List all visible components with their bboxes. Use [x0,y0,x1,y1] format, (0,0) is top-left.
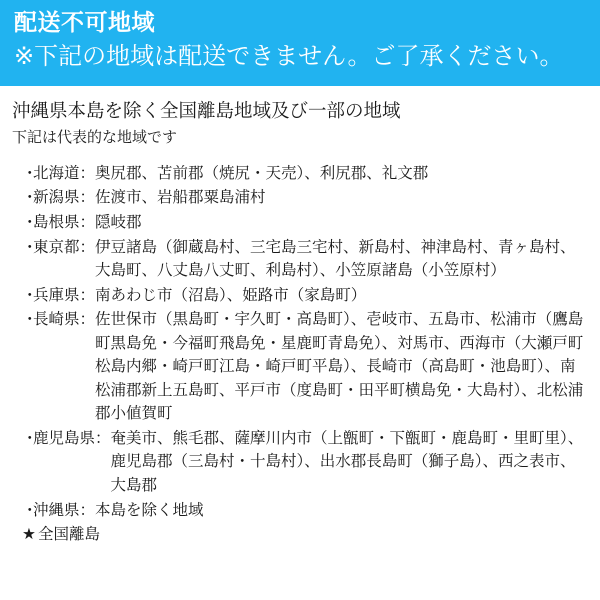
bullet-icon: ・ [22,311,38,329]
prefecture-label: 北海道： [33,164,96,182]
banner-title: 配送不可地域 [14,9,155,35]
list-item [12,308,588,426]
list-item [12,162,588,186]
prefecture-label: 沖縄県： [33,501,96,519]
bullet-icon: ・ [22,238,38,256]
area-list-text: 南あわじ市（沼島）、姫路市（家島町） [95,286,367,304]
area-list-text: 奄美市、熊毛郡、薩摩川内市（上甑町・下甑町・鹿島町・里町里）、鹿児島郡（三島村・十島村）、出水郡長島町（獅子島）、西之表市、大島郡 [110,429,584,494]
list-item [12,211,588,235]
lead-main-text: 沖縄県本島を除く全国離島地域及び一部の地域 [12,100,401,121]
bullet-icon: ・ [22,189,38,207]
area-list-text: 隠岐郡 [95,213,142,231]
prefecture-label: 島根県： [33,213,96,231]
notice-banner [0,0,600,86]
bullet-icon: ・ [22,286,38,304]
summary-note [12,523,588,547]
region-list [12,162,588,522]
area-list-text: 奥尻郡、苫前郡（焼尻・天売）、利尻郡、礼文郡 [95,164,429,182]
list-item [12,284,588,308]
prefecture-label: 長崎県： [33,311,96,329]
prefecture-label: 新潟県： [33,189,96,207]
summary-note-label: 全国離島 [38,526,101,544]
bullet-icon: ・ [22,164,38,182]
area-list-text: 佐渡市、岩船郡粟島浦村 [95,189,266,207]
bullet-icon: ・ [22,213,38,231]
list-item [12,427,588,498]
bullet-icon: ・ [22,429,38,447]
lead-sub-text: 下記は代表的な地域です [12,128,178,146]
list-item [12,499,588,523]
prefecture-label: 兵庫県： [33,286,96,304]
area-list-text: 本島を除く地域 [95,501,204,519]
area-list-text: 佐世保市（黒島町・宇久町・高島町）、壱岐市、五島市、松浦市（鷹島町黒島免・今福町飛島免・星鹿町青島免）、対馬市、西海市（大瀬戸町松島内郷・崎戸町江島・崎戸町平島）、長崎市（高島町・池島町）、南松浦郡新上五島町、平戸市（度島町・田平町横島免・大島村）、北松浦郡小値賀町 [95,311,584,423]
bullet-icon: ・ [22,501,38,519]
list-item [12,236,588,283]
notice-body [0,86,600,547]
area-list-text: 伊豆諸島（御蔵島村、三宅島三宅村、新島村、神津島村、青ヶ島村、大島町、八丈島八丈町、利島村）、小笠原諸島（小笠原村） [95,238,576,280]
banner-subtitle: ※下記の地域は配送できません。ご了承ください。 [14,43,564,71]
prefecture-label: 東京都： [33,238,96,256]
star-icon: ★ [22,526,36,544]
list-item [12,186,588,210]
prefecture-label: 鹿児島県： [33,429,111,447]
